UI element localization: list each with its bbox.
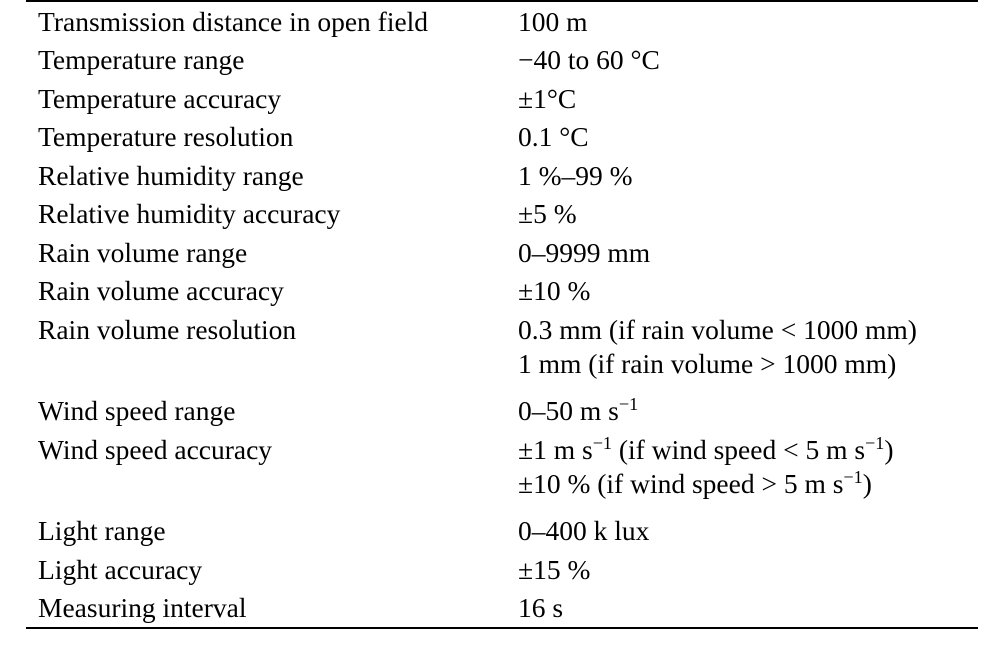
table-row bbox=[26, 272, 978, 311]
spec-value-continued: 1 mm (if rain volume > 1000 mm) bbox=[518, 347, 897, 379]
table-row-continuation bbox=[26, 349, 978, 383]
spacer-cell bbox=[518, 383, 978, 392]
spec-label: Relative humidity accuracy bbox=[38, 198, 341, 229]
spec-label-empty bbox=[26, 469, 518, 503]
spec-value: ±15 % bbox=[518, 553, 591, 585]
spacer-cell bbox=[518, 503, 978, 512]
table-body bbox=[26, 1, 978, 628]
specification-table bbox=[26, 0, 978, 629]
spec-label: Rain volume range bbox=[38, 236, 248, 268]
table-row bbox=[26, 156, 978, 195]
table-row bbox=[26, 392, 978, 431]
spacer-cell bbox=[26, 503, 518, 512]
spec-label: Transmission distance in open field bbox=[26, 1, 518, 41]
spec-value: 0–9999 mm bbox=[518, 236, 651, 268]
spec-value: 0.3 mm (if rain volume < 1000 mm) bbox=[518, 313, 917, 345]
row-spacer bbox=[26, 383, 978, 392]
spec-value: 1 %–99 % bbox=[518, 159, 633, 191]
table-row bbox=[26, 41, 978, 80]
spec-value: ±10 % bbox=[518, 275, 591, 306]
spec-value: ±1°C bbox=[518, 82, 577, 114]
spec-label: Temperature range bbox=[38, 44, 245, 75]
table-row bbox=[26, 118, 978, 157]
spec-value: ±5 % bbox=[518, 198, 577, 229]
spec-label: Light range bbox=[38, 515, 166, 546]
spec-label: Temperature resolution bbox=[38, 121, 294, 152]
spec-label: Wind speed accuracy bbox=[38, 433, 273, 465]
spec-value: 0–50 m $s^{-1}$ bbox=[518, 393, 639, 426]
table-row bbox=[26, 589, 978, 629]
spec-label: Light accuracy bbox=[38, 553, 203, 585]
table-row bbox=[26, 233, 978, 272]
table-row bbox=[26, 310, 978, 349]
spec-label: Rain volume accuracy bbox=[38, 275, 284, 306]
table-row bbox=[26, 550, 978, 589]
table-row bbox=[26, 79, 978, 118]
spec-value: 16 s bbox=[518, 589, 978, 629]
spec-value: 100 m bbox=[518, 1, 978, 41]
row-spacer bbox=[26, 503, 978, 512]
table-row bbox=[26, 195, 978, 234]
spec-label: Temperature accuracy bbox=[38, 82, 282, 114]
spec-value: −40 to 60 °C bbox=[518, 44, 660, 75]
spec-label: Relative humidity range bbox=[38, 159, 304, 191]
spec-value: 0–400 k lux bbox=[518, 515, 650, 546]
spec-label: Measuring interval bbox=[26, 589, 518, 629]
spacer-cell bbox=[26, 383, 518, 392]
spec-label-empty bbox=[26, 349, 518, 383]
table-row bbox=[26, 1, 978, 41]
spec-value: ±1 m $s^{-1}$ (if wind speed < 5 m $s^{-1}$) bbox=[518, 432, 894, 465]
table-row-continuation bbox=[26, 469, 978, 503]
spec-label: Wind speed range bbox=[38, 395, 236, 426]
spec-label: Rain volume resolution bbox=[38, 313, 297, 345]
spec-value-continued: ±10 % (if wind speed > 5 m $s^{-1}$) bbox=[518, 466, 872, 499]
table-row bbox=[26, 512, 978, 551]
table-row bbox=[26, 430, 978, 469]
spec-value: 0.1 °C bbox=[518, 121, 589, 152]
